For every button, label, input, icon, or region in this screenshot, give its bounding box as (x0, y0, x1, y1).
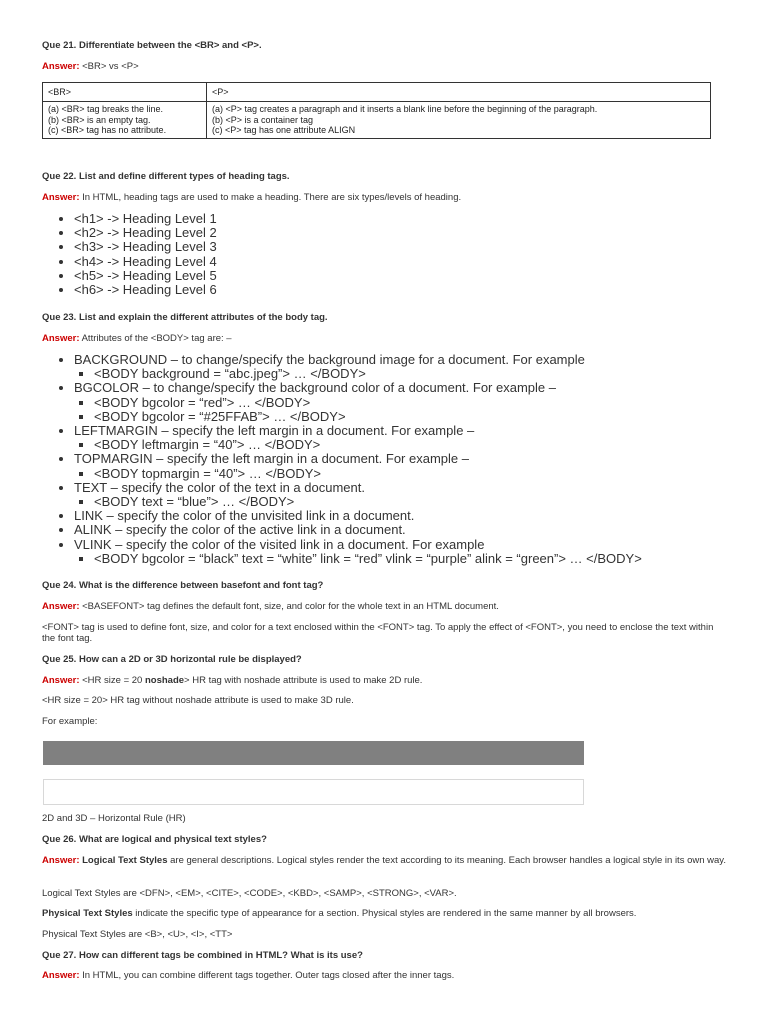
list-item (74, 424, 642, 452)
list-item (74, 353, 642, 381)
answer-text: <BR> vs <P> (79, 61, 139, 72)
hr-caption: 2D and 3D – Horizontal Rule (HR) (42, 813, 186, 824)
physical-styles-list: Physical Text Styles are <B>, <U>, <I>, <TT> (42, 929, 233, 940)
physical-styles-paragraph (42, 908, 636, 919)
list-item (74, 481, 642, 509)
answer-label: Answer: (42, 333, 80, 344)
answer-text: In HTML, heading tags are used to make a heading. There are six types/levels of heading. (79, 192, 462, 203)
table-header-row (43, 83, 711, 102)
table-cell-line: (c) <BR> tag has no attribute. (48, 125, 167, 135)
answer-text: In HTML, you can combine different tags together. Outer tags closed after the inner tags. (79, 970, 455, 981)
table-cell-p (207, 102, 711, 139)
answer-label: Answer: (42, 855, 80, 866)
question-21: Que 21. Differentiate between the <BR> and <P>. (42, 40, 262, 51)
list-item-text: LEFTMARGIN – specify the left margin in a document. For example – (74, 423, 475, 439)
list-item-text: ALINK – specify the color of the active link in a document. (74, 522, 406, 538)
br-vs-p-table (42, 82, 711, 139)
list-item (74, 381, 642, 424)
paragraph-font-tag: <FONT> tag is used to define font, size, and color for a text enclosed within the <FONT> tag. To apply the effect of <FONT>, you need to enclose the text within the font tag. (42, 622, 714, 644)
sub-list-item: ▪ <BODY background = “abc.jpeg”> … </BODY> (94, 367, 642, 381)
sub-list (74, 467, 642, 481)
answer-21 (42, 61, 139, 72)
question-25: Que 25. How can a 2D or 3D horizontal rule be displayed? (42, 654, 302, 665)
list-item: • <h2> -> Heading Level 2 (74, 226, 217, 240)
list-item-text: BACKGROUND – to change/specify the background image for a document. For example (74, 352, 585, 367)
physical-text: indicate the specific type of appearance for a section. Physical styles are rendered in the same manner by all browsers. (132, 908, 637, 919)
table-cell-line: (c) <P> tag has one attribute ALIGN (212, 125, 356, 135)
answer-26 (42, 855, 727, 866)
answer-label: Answer: (42, 61, 80, 72)
list-item-text: TEXT – specify the color of the text in a document. (74, 479, 365, 495)
question-26: Que 26. What are logical and physical text styles? (42, 834, 267, 845)
sub-list (74, 495, 642, 509)
question-23: Que 23. List and explain the different attributes of the body tag. (42, 312, 328, 323)
list-item: • <h4> -> Heading Level 4 (74, 255, 217, 269)
sub-list-item: ▪ <BODY bgcolor = “black” text = “white” link = “red” vlink = “purple” alink = “green”> … </BODY> (94, 552, 642, 566)
table-cell-br (43, 102, 207, 139)
answer-24 (42, 601, 499, 612)
body-attributes-list (42, 353, 642, 566)
list-item (74, 452, 642, 480)
question-24: Que 24. What is the difference between basefont and font tag? (42, 580, 324, 591)
answer-bold: noshade (144, 675, 185, 686)
table-cell-line: (a) <BR> tag breaks the line. (48, 104, 164, 114)
list-item: • <h6> -> Heading Level 6 (74, 283, 217, 297)
example-label: For example: (42, 716, 98, 727)
table-cell-line: (b) <BR> is an empty tag. (48, 114, 151, 125)
table-header-p: <P> (207, 83, 711, 102)
sub-list (74, 552, 642, 566)
answer-23 (42, 333, 232, 344)
answer-bold: Logical Text Styles (82, 855, 168, 866)
answer-text: are general descriptions. Logical styles render the text according to its meaning. Each browser handles a logical style in its own way. (167, 855, 726, 866)
list-item-text: TOPMARGIN – specify the left margin in a document. For example – (74, 451, 469, 467)
list-item-text: VLINK – specify the color of the visited link in a document. For example (74, 536, 485, 552)
list-item (74, 538, 642, 566)
answer-text: Attributes of the <BODY> tag are: – (79, 333, 232, 344)
table-cell-line: (b) <P> is a container tag (212, 114, 314, 125)
list-item-text: LINK – specify the color of the unvisited link in a document. (74, 508, 415, 524)
question-27: Que 27. How can different tags be combined in HTML? What is its use? (42, 950, 363, 961)
sub-list-item: ▪ <BODY leftmargin = “40”> … </BODY> (94, 438, 642, 452)
list-item: • <h1> -> Heading Level 1 (74, 212, 217, 226)
sub-list-item: ▪ <BODY topmargin = “40”> … </BODY> (94, 467, 642, 481)
sub-list (74, 396, 642, 424)
answer-22 (42, 192, 461, 203)
answer-label: Answer: (42, 601, 80, 612)
logical-styles-list: Logical Text Styles are <DFN>, <EM>, <CITE>, <CODE>, <KBD>, <SAMP>, <STRONG>, <VAR>. (42, 888, 457, 899)
answer-text: > HR tag with noshade attribute is used to make 2D rule. (184, 675, 423, 686)
answer-27 (42, 970, 454, 981)
answer-label: Answer: (42, 192, 80, 203)
physical-bold: Physical Text Styles (42, 908, 133, 919)
answer-text: <BASEFONT> tag defines the default font, size, and color for the whole text in an HTML document. (79, 601, 499, 612)
table-cell-line: (a) <P> tag creates a paragraph and it inserts a blank line before the beginning of the paragraph. (212, 104, 598, 114)
list-item (74, 523, 642, 537)
answer-label: Answer: (42, 675, 80, 686)
list-item: • <h3> -> Heading Level 3 (74, 240, 217, 254)
sub-list (74, 438, 642, 452)
paragraph-3d-rule: <HR size = 20> HR tag without noshade attribute is used to make 3D rule. (42, 695, 354, 706)
sub-list-item: ▪ <BODY bgcolor = “#25FFAB”> … </BODY> (94, 410, 642, 424)
list-item-text: BGCOLOR – to change/specify the background color of a document. For example – (74, 380, 556, 396)
table-header-br: <BR> (43, 83, 207, 102)
heading-levels-list (42, 212, 217, 297)
sub-list-item: ▪ <BODY text = “blue”> … </BODY> (94, 495, 642, 509)
list-item (74, 509, 642, 523)
answer-25 (42, 675, 422, 686)
horizontal-rule-3d (43, 779, 584, 805)
sub-list-item: ▪ <BODY bgcolor = “red”> … </BODY> (94, 396, 642, 410)
sub-list (74, 367, 642, 381)
horizontal-rule-2d (43, 741, 584, 765)
answer-text: <HR size = 20 (79, 675, 145, 686)
answer-label: Answer: (42, 970, 80, 981)
table-row (43, 102, 711, 139)
question-22: Que 22. List and define different types of heading tags. (42, 171, 290, 182)
list-item: • <h5> -> Heading Level 5 (74, 269, 217, 283)
